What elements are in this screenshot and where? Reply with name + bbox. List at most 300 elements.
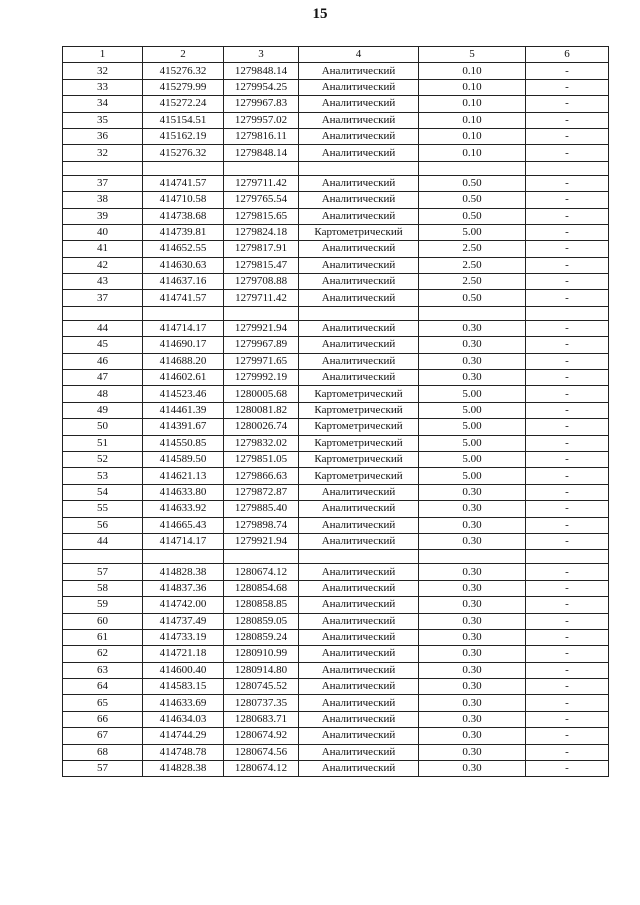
point-number-cell: 55 xyxy=(63,501,143,517)
x-coordinate-cell: 415272.24 xyxy=(143,96,224,112)
accuracy-cell: 2.50 xyxy=(419,274,526,290)
accuracy-cell: 0.50 xyxy=(419,175,526,191)
point-number-cell: 39 xyxy=(63,208,143,224)
accuracy-cell: 0.30 xyxy=(419,629,526,645)
x-coordinate-cell: 414583.15 xyxy=(143,679,224,695)
header-cell: 4 xyxy=(299,47,419,63)
accuracy-cell: 0.30 xyxy=(419,320,526,336)
note-cell: - xyxy=(526,613,609,629)
x-coordinate-cell: 414633.69 xyxy=(143,695,224,711)
empty-cell xyxy=(63,306,143,320)
note-cell: - xyxy=(526,128,609,144)
accuracy-cell: 5.00 xyxy=(419,224,526,240)
table-row xyxy=(63,145,609,161)
accuracy-cell: 0.30 xyxy=(419,580,526,596)
point-number-cell: 36 xyxy=(63,128,143,144)
y-coordinate-cell: 1279898.74 xyxy=(224,517,299,533)
method-cell: Аналитический xyxy=(299,711,419,727)
x-coordinate-cell: 414523.46 xyxy=(143,386,224,402)
note-cell: - xyxy=(526,580,609,596)
point-number-cell: 51 xyxy=(63,435,143,451)
method-cell: Аналитический xyxy=(299,192,419,208)
note-cell: - xyxy=(526,402,609,418)
accuracy-cell: 0.10 xyxy=(419,79,526,95)
y-coordinate-cell: 1280859.05 xyxy=(224,613,299,629)
accuracy-cell: 2.50 xyxy=(419,241,526,257)
point-number-cell: 43 xyxy=(63,274,143,290)
coordinates-table xyxy=(62,46,609,777)
note-cell: - xyxy=(526,274,609,290)
accuracy-cell: 2.50 xyxy=(419,257,526,273)
accuracy-cell: 0.50 xyxy=(419,192,526,208)
table-row xyxy=(63,79,609,95)
table-row xyxy=(63,257,609,273)
table-row xyxy=(63,517,609,533)
method-cell: Аналитический xyxy=(299,175,419,191)
table-row xyxy=(63,370,609,386)
x-coordinate-cell: 414633.80 xyxy=(143,484,224,500)
empty-cell xyxy=(526,550,609,564)
note-cell: - xyxy=(526,63,609,79)
y-coordinate-cell: 1279921.94 xyxy=(224,320,299,336)
empty-cell xyxy=(419,161,526,175)
accuracy-cell: 0.50 xyxy=(419,290,526,306)
method-cell: Аналитический xyxy=(299,744,419,760)
table-row xyxy=(63,679,609,695)
table-row xyxy=(63,629,609,645)
note-cell: - xyxy=(526,337,609,353)
header-cell: 3 xyxy=(224,47,299,63)
x-coordinate-cell: 414741.57 xyxy=(143,175,224,191)
point-number-cell: 62 xyxy=(63,646,143,662)
empty-cell xyxy=(224,161,299,175)
empty-cell xyxy=(63,550,143,564)
point-number-cell: 68 xyxy=(63,744,143,760)
table-row xyxy=(63,290,609,306)
accuracy-cell: 0.30 xyxy=(419,613,526,629)
empty-cell xyxy=(224,550,299,564)
y-coordinate-cell: 1279711.42 xyxy=(224,290,299,306)
y-coordinate-cell: 1280914.80 xyxy=(224,662,299,678)
accuracy-cell: 0.10 xyxy=(419,145,526,161)
y-coordinate-cell: 1279708.88 xyxy=(224,274,299,290)
method-cell: Аналитический xyxy=(299,128,419,144)
y-coordinate-cell: 1279711.42 xyxy=(224,175,299,191)
point-number-cell: 49 xyxy=(63,402,143,418)
note-cell: - xyxy=(526,192,609,208)
empty-cell xyxy=(143,161,224,175)
table-row xyxy=(63,484,609,500)
y-coordinate-cell: 1280737.35 xyxy=(224,695,299,711)
point-number-cell: 34 xyxy=(63,96,143,112)
group-separator-row xyxy=(63,306,609,320)
point-number-cell: 32 xyxy=(63,63,143,79)
point-number-cell: 65 xyxy=(63,695,143,711)
table-row xyxy=(63,112,609,128)
method-cell: Аналитический xyxy=(299,580,419,596)
table-row xyxy=(63,451,609,467)
y-coordinate-cell: 1279824.18 xyxy=(224,224,299,240)
table-row xyxy=(63,175,609,191)
point-number-cell: 61 xyxy=(63,629,143,645)
point-number-cell: 44 xyxy=(63,533,143,549)
method-cell: Аналитический xyxy=(299,761,419,777)
y-coordinate-cell: 1280674.56 xyxy=(224,744,299,760)
method-cell: Аналитический xyxy=(299,533,419,549)
y-coordinate-cell: 1279848.14 xyxy=(224,145,299,161)
accuracy-cell: 0.30 xyxy=(419,728,526,744)
method-cell: Аналитический xyxy=(299,290,419,306)
accuracy-cell: 0.30 xyxy=(419,662,526,678)
point-number-cell: 47 xyxy=(63,370,143,386)
point-number-cell: 56 xyxy=(63,517,143,533)
point-number-cell: 50 xyxy=(63,419,143,435)
note-cell: - xyxy=(526,419,609,435)
x-coordinate-cell: 414739.81 xyxy=(143,224,224,240)
x-coordinate-cell: 414550.85 xyxy=(143,435,224,451)
x-coordinate-cell: 414733.19 xyxy=(143,629,224,645)
note-cell: - xyxy=(526,711,609,727)
table-row xyxy=(63,744,609,760)
y-coordinate-cell: 1279815.65 xyxy=(224,208,299,224)
table-row xyxy=(63,435,609,451)
point-number-cell: 63 xyxy=(63,662,143,678)
y-coordinate-cell: 1279957.02 xyxy=(224,112,299,128)
method-cell: Аналитический xyxy=(299,63,419,79)
accuracy-cell: 5.00 xyxy=(419,468,526,484)
accuracy-cell: 5.00 xyxy=(419,402,526,418)
header-cell: 2 xyxy=(143,47,224,63)
x-coordinate-cell: 414828.38 xyxy=(143,564,224,580)
header-cell: 6 xyxy=(526,47,609,63)
method-cell: Аналитический xyxy=(299,79,419,95)
point-number-cell: 58 xyxy=(63,580,143,596)
empty-cell xyxy=(299,306,419,320)
method-cell: Аналитический xyxy=(299,208,419,224)
point-number-cell: 52 xyxy=(63,451,143,467)
accuracy-cell: 0.10 xyxy=(419,128,526,144)
table-row xyxy=(63,419,609,435)
table-row xyxy=(63,274,609,290)
note-cell: - xyxy=(526,695,609,711)
y-coordinate-cell: 1279921.94 xyxy=(224,533,299,549)
y-coordinate-cell: 1280674.92 xyxy=(224,728,299,744)
note-cell: - xyxy=(526,353,609,369)
note-cell: - xyxy=(526,533,609,549)
empty-cell xyxy=(63,161,143,175)
empty-cell xyxy=(419,306,526,320)
header-cell: 5 xyxy=(419,47,526,63)
y-coordinate-cell: 1279885.40 xyxy=(224,501,299,517)
table-row xyxy=(63,224,609,240)
table-row xyxy=(63,320,609,336)
x-coordinate-cell: 415279.99 xyxy=(143,79,224,95)
method-cell: Картометрический xyxy=(299,468,419,484)
note-cell: - xyxy=(526,761,609,777)
accuracy-cell: 0.30 xyxy=(419,597,526,613)
method-cell: Аналитический xyxy=(299,145,419,161)
point-number-cell: 67 xyxy=(63,728,143,744)
table-row xyxy=(63,613,609,629)
point-number-cell: 40 xyxy=(63,224,143,240)
x-coordinate-cell: 414630.63 xyxy=(143,257,224,273)
table-row xyxy=(63,96,609,112)
x-coordinate-cell: 414710.58 xyxy=(143,192,224,208)
x-coordinate-cell: 414637.16 xyxy=(143,274,224,290)
table-row xyxy=(63,337,609,353)
group-separator-row xyxy=(63,550,609,564)
method-cell: Аналитический xyxy=(299,679,419,695)
x-coordinate-cell: 414665.43 xyxy=(143,517,224,533)
accuracy-cell: 0.30 xyxy=(419,564,526,580)
accuracy-cell: 0.30 xyxy=(419,679,526,695)
accuracy-cell: 0.10 xyxy=(419,112,526,128)
point-number-cell: 66 xyxy=(63,711,143,727)
x-coordinate-cell: 414600.40 xyxy=(143,662,224,678)
accuracy-cell: 0.30 xyxy=(419,695,526,711)
x-coordinate-cell: 415276.32 xyxy=(143,63,224,79)
method-cell: Аналитический xyxy=(299,613,419,629)
y-coordinate-cell: 1279851.05 xyxy=(224,451,299,467)
x-coordinate-cell: 414742.00 xyxy=(143,597,224,613)
y-coordinate-cell: 1279866.63 xyxy=(224,468,299,484)
accuracy-cell: 0.10 xyxy=(419,96,526,112)
table-row xyxy=(63,468,609,484)
point-number-cell: 35 xyxy=(63,112,143,128)
method-cell: Картометрический xyxy=(299,419,419,435)
method-cell: Аналитический xyxy=(299,564,419,580)
note-cell: - xyxy=(526,224,609,240)
y-coordinate-cell: 1279815.47 xyxy=(224,257,299,273)
note-cell: - xyxy=(526,290,609,306)
method-cell: Аналитический xyxy=(299,370,419,386)
x-coordinate-cell: 414738.68 xyxy=(143,208,224,224)
point-number-cell: 37 xyxy=(63,175,143,191)
point-number-cell: 33 xyxy=(63,79,143,95)
accuracy-cell: 0.30 xyxy=(419,501,526,517)
note-cell: - xyxy=(526,679,609,695)
note-cell: - xyxy=(526,517,609,533)
method-cell: Картометрический xyxy=(299,451,419,467)
x-coordinate-cell: 414621.13 xyxy=(143,468,224,484)
y-coordinate-cell: 1280859.24 xyxy=(224,629,299,645)
table-body xyxy=(63,47,609,777)
point-number-cell: 48 xyxy=(63,386,143,402)
note-cell: - xyxy=(526,646,609,662)
accuracy-cell: 0.30 xyxy=(419,337,526,353)
table-row xyxy=(63,597,609,613)
x-coordinate-cell: 414589.50 xyxy=(143,451,224,467)
table-row xyxy=(63,208,609,224)
x-coordinate-cell: 414461.39 xyxy=(143,402,224,418)
table-row xyxy=(63,564,609,580)
y-coordinate-cell: 1279967.83 xyxy=(224,96,299,112)
table-row xyxy=(63,241,609,257)
point-number-cell: 59 xyxy=(63,597,143,613)
note-cell: - xyxy=(526,629,609,645)
empty-cell xyxy=(143,306,224,320)
y-coordinate-cell: 1279872.87 xyxy=(224,484,299,500)
x-coordinate-cell: 415162.19 xyxy=(143,128,224,144)
table-row xyxy=(63,128,609,144)
empty-cell xyxy=(299,550,419,564)
table-row xyxy=(63,761,609,777)
method-cell: Аналитический xyxy=(299,484,419,500)
empty-cell xyxy=(224,306,299,320)
method-cell: Картометрический xyxy=(299,224,419,240)
accuracy-cell: 0.30 xyxy=(419,761,526,777)
note-cell: - xyxy=(526,501,609,517)
note-cell: - xyxy=(526,145,609,161)
table-row xyxy=(63,402,609,418)
point-number-cell: 45 xyxy=(63,337,143,353)
accuracy-cell: 0.30 xyxy=(419,370,526,386)
table-row xyxy=(63,192,609,208)
y-coordinate-cell: 1279848.14 xyxy=(224,63,299,79)
x-coordinate-cell: 414741.57 xyxy=(143,290,224,306)
table-row xyxy=(63,646,609,662)
table-row xyxy=(63,728,609,744)
note-cell: - xyxy=(526,370,609,386)
note-cell: - xyxy=(526,564,609,580)
x-coordinate-cell: 414737.49 xyxy=(143,613,224,629)
table-row xyxy=(63,711,609,727)
point-number-cell: 57 xyxy=(63,761,143,777)
y-coordinate-cell: 1279816.11 xyxy=(224,128,299,144)
method-cell: Аналитический xyxy=(299,257,419,273)
note-cell: - xyxy=(526,597,609,613)
method-cell: Аналитический xyxy=(299,517,419,533)
accuracy-cell: 0.30 xyxy=(419,711,526,727)
y-coordinate-cell: 1280005.68 xyxy=(224,386,299,402)
x-coordinate-cell: 414391.67 xyxy=(143,419,224,435)
point-number-cell: 37 xyxy=(63,290,143,306)
empty-cell xyxy=(526,161,609,175)
group-separator-row xyxy=(63,161,609,175)
empty-cell xyxy=(419,550,526,564)
empty-cell xyxy=(143,550,224,564)
accuracy-cell: 0.30 xyxy=(419,517,526,533)
accuracy-cell: 0.30 xyxy=(419,646,526,662)
point-number-cell: 41 xyxy=(63,241,143,257)
note-cell: - xyxy=(526,484,609,500)
accuracy-cell: 0.30 xyxy=(419,533,526,549)
method-cell: Аналитический xyxy=(299,501,419,517)
x-coordinate-cell: 415276.32 xyxy=(143,145,224,161)
x-coordinate-cell: 414744.29 xyxy=(143,728,224,744)
header-cell: 1 xyxy=(63,47,143,63)
accuracy-cell: 5.00 xyxy=(419,435,526,451)
x-coordinate-cell: 414652.55 xyxy=(143,241,224,257)
accuracy-cell: 5.00 xyxy=(419,419,526,435)
note-cell: - xyxy=(526,468,609,484)
method-cell: Аналитический xyxy=(299,629,419,645)
x-coordinate-cell: 414602.61 xyxy=(143,370,224,386)
y-coordinate-cell: 1280683.71 xyxy=(224,711,299,727)
accuracy-cell: 5.00 xyxy=(419,451,526,467)
note-cell: - xyxy=(526,728,609,744)
y-coordinate-cell: 1279817.91 xyxy=(224,241,299,257)
y-coordinate-cell: 1279765.54 xyxy=(224,192,299,208)
table-row xyxy=(63,501,609,517)
x-coordinate-cell: 414690.17 xyxy=(143,337,224,353)
point-number-cell: 53 xyxy=(63,468,143,484)
method-cell: Аналитический xyxy=(299,337,419,353)
method-cell: Картометрический xyxy=(299,402,419,418)
note-cell: - xyxy=(526,79,609,95)
note-cell: - xyxy=(526,320,609,336)
note-cell: - xyxy=(526,257,609,273)
method-cell: Аналитический xyxy=(299,597,419,613)
method-cell: Аналитический xyxy=(299,96,419,112)
y-coordinate-cell: 1279971.65 xyxy=(224,353,299,369)
note-cell: - xyxy=(526,96,609,112)
table-row xyxy=(63,63,609,79)
table-row xyxy=(63,386,609,402)
point-number-cell: 54 xyxy=(63,484,143,500)
point-number-cell: 44 xyxy=(63,320,143,336)
y-coordinate-cell: 1280745.52 xyxy=(224,679,299,695)
y-coordinate-cell: 1280854.68 xyxy=(224,580,299,596)
point-number-cell: 42 xyxy=(63,257,143,273)
table-row xyxy=(63,580,609,596)
accuracy-cell: 0.50 xyxy=(419,208,526,224)
x-coordinate-cell: 415154.51 xyxy=(143,112,224,128)
empty-cell xyxy=(526,306,609,320)
table-row xyxy=(63,353,609,369)
table-row xyxy=(63,695,609,711)
x-coordinate-cell: 414688.20 xyxy=(143,353,224,369)
method-cell: Аналитический xyxy=(299,112,419,128)
method-cell: Аналитический xyxy=(299,646,419,662)
x-coordinate-cell: 414748.78 xyxy=(143,744,224,760)
x-coordinate-cell: 414837.36 xyxy=(143,580,224,596)
table-row xyxy=(63,533,609,549)
note-cell: - xyxy=(526,662,609,678)
x-coordinate-cell: 414714.17 xyxy=(143,320,224,336)
header-row xyxy=(63,47,609,63)
table-row xyxy=(63,662,609,678)
y-coordinate-cell: 1279954.25 xyxy=(224,79,299,95)
method-cell: Аналитический xyxy=(299,274,419,290)
accuracy-cell: 5.00 xyxy=(419,386,526,402)
y-coordinate-cell: 1279992.19 xyxy=(224,370,299,386)
y-coordinate-cell: 1280674.12 xyxy=(224,564,299,580)
accuracy-cell: 0.30 xyxy=(419,353,526,369)
y-coordinate-cell: 1279832.02 xyxy=(224,435,299,451)
method-cell: Картометрический xyxy=(299,435,419,451)
point-number-cell: 32 xyxy=(63,145,143,161)
note-cell: - xyxy=(526,241,609,257)
x-coordinate-cell: 414714.17 xyxy=(143,533,224,549)
method-cell: Аналитический xyxy=(299,695,419,711)
point-number-cell: 60 xyxy=(63,613,143,629)
x-coordinate-cell: 414828.38 xyxy=(143,761,224,777)
point-number-cell: 38 xyxy=(63,192,143,208)
point-number-cell: 46 xyxy=(63,353,143,369)
method-cell: Аналитический xyxy=(299,728,419,744)
y-coordinate-cell: 1280674.12 xyxy=(224,761,299,777)
page-number: 15 xyxy=(312,6,328,22)
accuracy-cell: 0.30 xyxy=(419,484,526,500)
point-number-cell: 57 xyxy=(63,564,143,580)
empty-cell xyxy=(299,161,419,175)
method-cell: Аналитический xyxy=(299,241,419,257)
y-coordinate-cell: 1280910.99 xyxy=(224,646,299,662)
x-coordinate-cell: 414634.03 xyxy=(143,711,224,727)
x-coordinate-cell: 414721.18 xyxy=(143,646,224,662)
accuracy-cell: 0.10 xyxy=(419,63,526,79)
